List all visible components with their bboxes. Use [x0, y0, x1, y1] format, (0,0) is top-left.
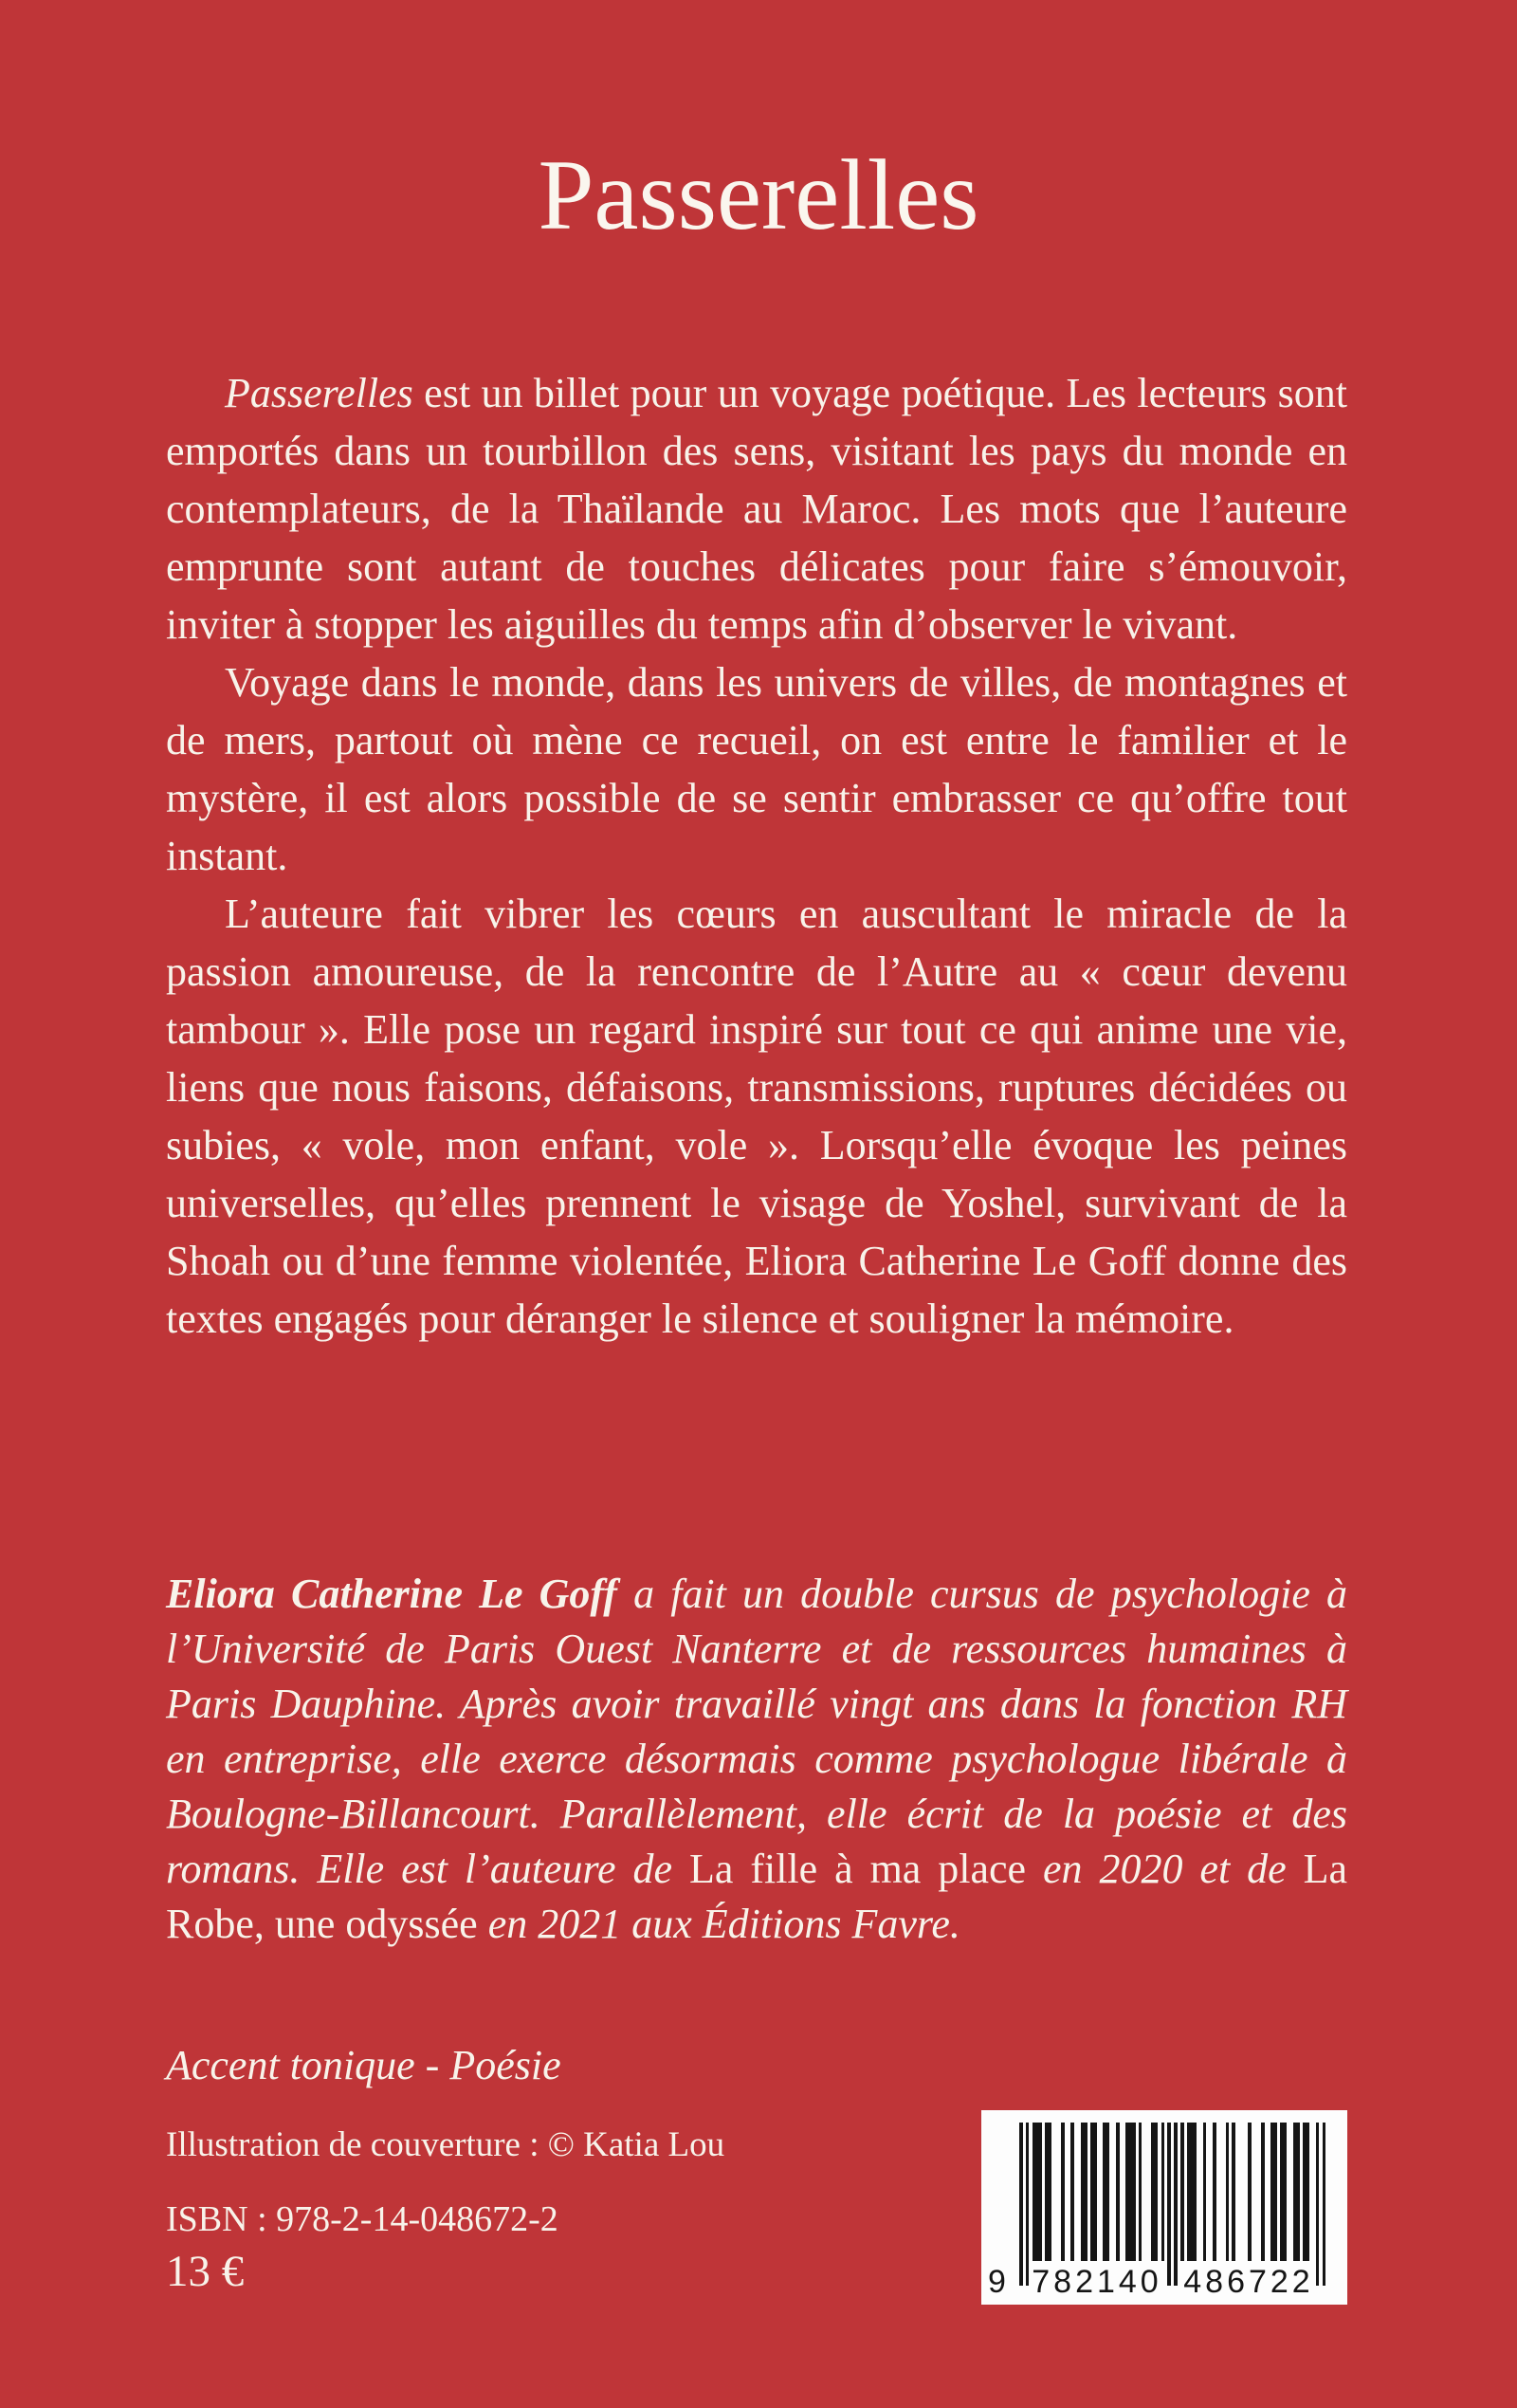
barcode-digits-right: 486722	[1183, 2264, 1314, 2300]
synopsis-paragraph-2: Voyage dans le monde, dans les univers de villes, de montagnes et de mers, partout où mène ce recueil, on est entre le familier et le mystère, il est alors possible de se sentir embrasser ce qu’offre tout instant.	[166, 659, 1347, 879]
cover-illustration-credit: Illustration de couverture : © Katia Lou	[166, 2125, 725, 2164]
book-title: Passerelles	[538, 139, 979, 250]
author-book-title-1: La fille à ma place	[688, 1846, 1027, 1892]
barcode-bars	[1019, 2123, 1326, 2286]
isbn-label: ISBN : 978-2-14-048672-2	[166, 2199, 558, 2239]
author-bio-text-3: en 2021 aux Éditions Favre.	[477, 1901, 960, 1947]
author-bio-text-1: a fait un double cursus de psychologie à l’Université de Paris Ouest Nanterre et de ressources humaines à Paris Dauphine. Après avoir travaillé vingt ans dans la fonction RH en entreprise, elle exerce désormais comme psychologue libérale à Boulogne-Billancourt. Parallèlement, elle écrit de la poésie et des romans. Elle est l’auteure de	[166, 1571, 1348, 1892]
synopsis-paragraph-3: L’auteure fait vibrer les cœurs en auscultant le miracle de la passion amoureuse, de la rencontre de l’Autre au « cœur devenu tambour ». Elle pose un regard inspiré sur tout ce qui anime une vie, liens que nous faisons, défaisons, transmissions, ruptures décidées ou subies, « vole, mon enfant, vole ». Lorsqu’elle évoque les peines universelles, qu’elles prennent le visage de Yoshel, survivant de la Shoah ou d’une femme violentée, Eliora Catherine Le Goff donne des textes engagés pour déranger le silence et souligner la mémoire.	[166, 891, 1347, 1342]
barcode	[981, 2110, 1347, 2305]
synopsis-title-mention: Passerelles	[225, 370, 413, 416]
synopsis-paragraph-1-text: est un billet pour un voyage poétique. Les lecteurs sont emportés dans un tourbillon des sens, visitant les pays du monde en contemplateurs, de la Thaïlande au Maroc. Les mots que l’auteure emprunte sont autant de touches délicates pour faire s’émouvoir, inviter à stopper les aiguilles du temps afin d’observer le vivant.	[166, 370, 1347, 648]
barcode-digits-left: 782140	[1032, 2264, 1162, 2300]
synopsis	[166, 364, 1347, 1348]
author-book-title-2: La Robe, une odyssée	[166, 1846, 1347, 1947]
barcode-digit-first: 9	[988, 2264, 1006, 2300]
price-label: 13 €	[166, 2247, 245, 2296]
collection-label: Accent tonique - Poésie	[166, 2042, 561, 2088]
author-bio-paragraph	[166, 1567, 1347, 1952]
author-bio	[166, 1567, 1347, 1952]
author-name: Eliora Catherine Le Goff	[166, 1571, 617, 1617]
author-bio-text-2: en 2020 et de	[1026, 1846, 1304, 1892]
synopsis-paragraph-1	[166, 364, 1347, 653]
